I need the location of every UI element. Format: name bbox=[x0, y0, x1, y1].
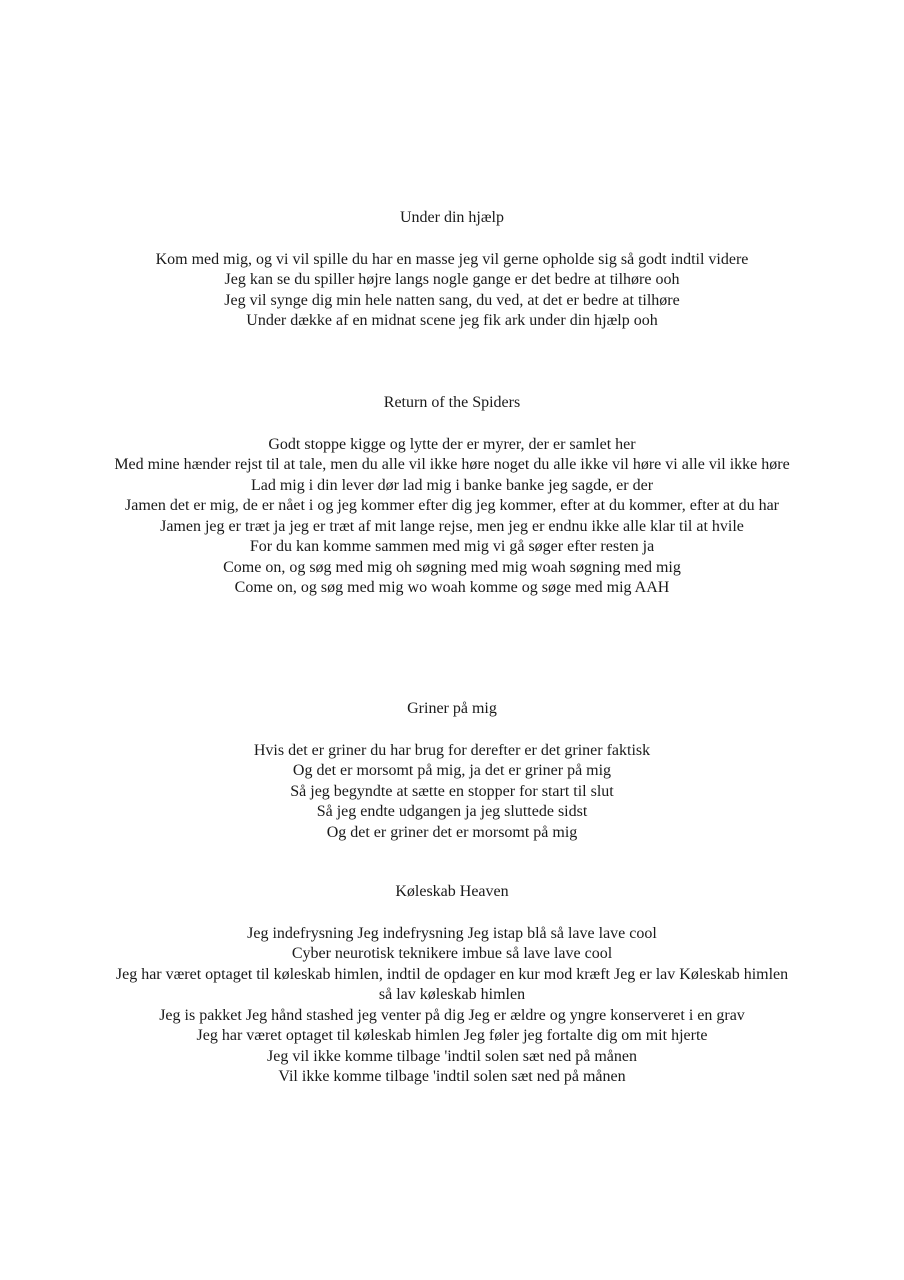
lyric-line: Cyber neurotisk teknikere imbue så lave lave cool bbox=[291, 945, 613, 962]
lyric-line: Jeg vil ikke komme tilbage 'indtil solen sæt ned på månen bbox=[267, 1047, 637, 1065]
lyric-line: Og det er griner det er morsomt på mig bbox=[326, 823, 578, 841]
song-title: Return of the Spiders bbox=[383, 394, 521, 411]
lyric-line: Jeg kan se du spiller højre langs nogle gange er det bedre at tilhøre ooh bbox=[224, 271, 680, 288]
song-griner-paa-mig bbox=[110, 699, 794, 843]
lyric-line: Under dække af en midnat scene jeg fik ark under din hjælp ooh bbox=[246, 312, 658, 329]
lyric-line: Jeg har været optaget til køleskab himlen Jeg føler jeg fortalte dig om mit hjerte bbox=[196, 1027, 708, 1044]
lyric-line: Lad mig i din lever dør lad mig i banke banke jeg sagde, er der bbox=[250, 476, 654, 494]
lyric-line: Godt stoppe kigge og lytte der er myrer, der er samlet her bbox=[268, 435, 636, 453]
lyric-line: Så jeg begyndte at sætte en stopper for start til slut bbox=[290, 782, 614, 800]
lyric-line: Come on, og søg med mig wo woah komme og søge med mig AAH bbox=[234, 579, 670, 596]
lyric-line: Jeg vil synge dig min hele natten sang, du ved, at det er bedre at tilhøre bbox=[224, 291, 680, 309]
song-koeleskab-heaven bbox=[110, 882, 794, 1088]
lyric-line: Jeg har været optaget til køleskab himlen, indtil de opdager en kur mod kræft Jeg er lav Køleskab himlen så lav køleskab himlen bbox=[115, 965, 789, 1003]
lyric-line: Jamen jeg er træt ja jeg er træt af mit lange rejse, men jeg er endnu ikke alle klar til at hvile bbox=[160, 517, 744, 535]
lyrics-block bbox=[110, 250, 794, 332]
song-return-of-the-spiders bbox=[110, 393, 794, 599]
song-under-din-hjaelp bbox=[110, 208, 794, 332]
lyric-line: Hvis det er griner du har brug for derefter er det griner faktisk bbox=[253, 741, 651, 759]
lyric-line: Kom med mig, og vi vil spille du har en masse jeg vil gerne opholde sig så godt indtil videre bbox=[155, 250, 749, 268]
lyrics-block bbox=[110, 741, 794, 844]
song-title: Under din hjælp bbox=[400, 209, 504, 226]
song-title: Griner på mig bbox=[407, 700, 497, 717]
lyrics-block bbox=[110, 435, 794, 599]
lyric-line: Vil ikke komme tilbage 'indtil solen sæt ned på månen bbox=[278, 1068, 626, 1085]
lyric-line: Come on, og søg med mig oh søgning med mig woah søgning med mig bbox=[223, 558, 681, 576]
lyric-line: For du kan komme sammen med mig vi gå søger efter resten ja bbox=[249, 538, 655, 555]
lyric-line: Jeg indefrysning Jeg indefrysning Jeg istap blå så lave lave cool bbox=[247, 924, 657, 942]
lyric-line: Jeg is pakket Jeg hånd stashed jeg venter på dig Jeg er ældre og yngre konserveret i en grav bbox=[159, 1006, 745, 1024]
lyric-line: Med mine hænder rejst til at tale, men du alle vil ikke høre noget du alle ikke vil høre vi alle vil ikke høre bbox=[114, 456, 790, 473]
lyric-line: Så jeg endte udgangen ja jeg sluttede sidst bbox=[316, 803, 588, 820]
lyrics-block bbox=[110, 924, 794, 1088]
song-title: Køleskab Heaven bbox=[395, 883, 509, 900]
lyric-line: Og det er morsomt på mig, ja det er griner på mig bbox=[292, 762, 612, 779]
lyric-line: Jamen det er mig, de er nået i og jeg kommer efter dig jeg kommer, efter at du kommer, efter at du har bbox=[124, 497, 780, 514]
